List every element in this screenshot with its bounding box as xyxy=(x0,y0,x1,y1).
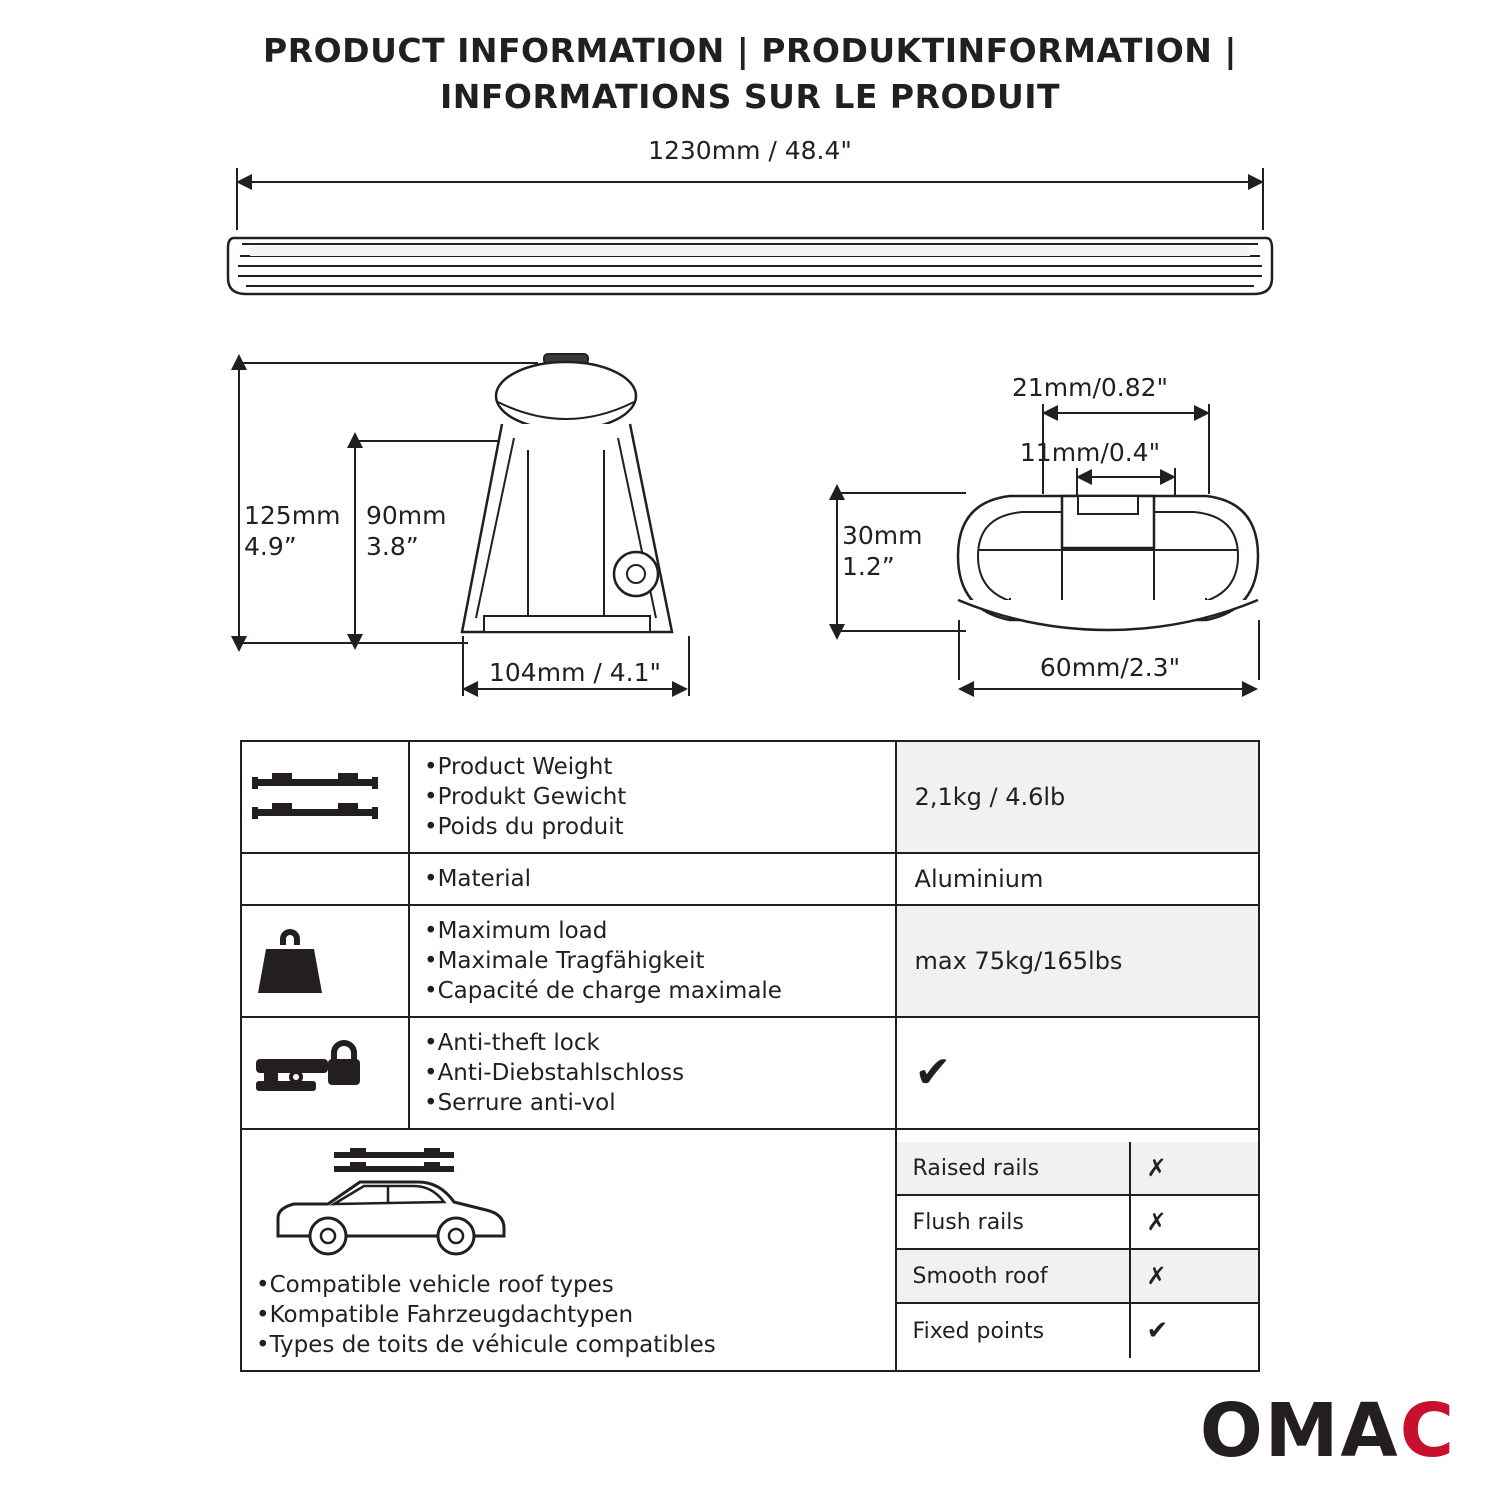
foot-height-total-line xyxy=(238,362,240,644)
roof-type-name: Raised rails xyxy=(897,1142,1130,1195)
profile-height-line xyxy=(836,492,838,632)
foot-height-total-label: 125mm 4.9” xyxy=(244,501,341,561)
roof-type-mark: ✔ xyxy=(1130,1303,1258,1358)
maxload-value: max 75kg/165lbs xyxy=(896,905,1259,1017)
profile-height-tick-top xyxy=(836,492,966,494)
roof-type-row xyxy=(897,1249,1258,1303)
foot-height-inner-line xyxy=(354,440,356,642)
page-title-line2: INFORMATIONS SUR LE PRODUIT xyxy=(439,77,1061,116)
car-with-rack-icon xyxy=(242,1130,895,1264)
roof-type-name: Smooth roof xyxy=(897,1249,1130,1303)
page-title-line1: PRODUCT INFORMATION | PRODUKTINFORMATION | xyxy=(263,31,1237,70)
roof-type-mark: ✗ xyxy=(1130,1142,1258,1195)
profile-topslot-line xyxy=(1058,412,1194,414)
roof-types-label-cell xyxy=(241,1129,896,1371)
foot-height-inner-label: 90mm 3.8” xyxy=(366,501,447,561)
profile-width-line xyxy=(974,688,1242,690)
table-row xyxy=(241,853,1259,905)
foot-width-label: 104mm / 4.1" xyxy=(489,658,661,687)
lock-icon xyxy=(241,1017,409,1129)
crossbars-icon xyxy=(241,741,409,853)
lock-labels: •Anti-theft lock •Anti-Diebstahlschloss •Serrure anti-vol xyxy=(409,1017,896,1129)
roof-type-mark: ✗ xyxy=(1130,1195,1258,1249)
roof-types-matrix xyxy=(896,1129,1259,1371)
profile-width-label: 60mm/2.3" xyxy=(1039,653,1181,682)
lock-check-mark: ✔ xyxy=(914,1047,952,1098)
omac-logo xyxy=(1200,1388,1456,1474)
foot-front-view xyxy=(440,350,700,650)
maxload-labels: •Maximum load •Maximale Tragfähigkeit •Capacité de charge maximale xyxy=(409,905,896,1017)
material-icon-placeholder xyxy=(241,853,409,905)
profile-height-label: 30mm 1.2” xyxy=(842,521,923,581)
foot-height-inner-arrow-down xyxy=(347,634,363,650)
weight-labels: •Product Weight •Produkt Gewicht •Poids du produit xyxy=(409,741,896,853)
lock-value xyxy=(896,1017,1259,1129)
logo-text-primary: OMA xyxy=(1199,1388,1400,1474)
material-labels: •Material xyxy=(409,853,896,905)
length-arrow-left xyxy=(236,174,252,190)
table-row xyxy=(241,905,1259,1017)
profile-innerslot-label: 11mm/0.4" xyxy=(1019,438,1161,467)
roof-type-name: Flush rails xyxy=(897,1195,1130,1249)
profile-topslot-label: 21mm/0.82" xyxy=(1011,373,1169,402)
length-arrow-line xyxy=(252,181,1248,183)
material-value: Aluminium xyxy=(896,853,1259,905)
page-title xyxy=(0,28,1500,120)
weight-value: 2,1kg / 4.6lb xyxy=(896,741,1259,853)
crossbar-side-view xyxy=(220,216,1280,306)
roof-type-row xyxy=(897,1142,1258,1195)
foot-width-line xyxy=(478,688,672,690)
profile-topslot-arrow-left xyxy=(1042,405,1058,421)
roof-type-mark: ✗ xyxy=(1130,1249,1258,1303)
roof-type-row xyxy=(897,1195,1258,1249)
foot-height-total-arrow-down xyxy=(231,636,247,652)
table-row xyxy=(241,1017,1259,1129)
table-row xyxy=(241,1129,1259,1371)
logo-text-accent: C xyxy=(1399,1388,1456,1474)
profile-height-tick-bottom xyxy=(836,630,966,632)
roof-types-labels: •Compatible vehicle roof types •Kompatible Fahrzeugdachtypen •Types de toits de véhicule compatibles xyxy=(256,1272,716,1358)
length-dimension-label: 1230mm / 48.4" xyxy=(648,136,852,165)
roof-type-name: Fixed points xyxy=(897,1303,1130,1358)
profile-width-arrow-right xyxy=(1242,681,1258,697)
roof-type-row xyxy=(897,1303,1258,1358)
profile-innerslot-line xyxy=(1092,476,1160,478)
profile-width-arrow-left xyxy=(958,681,974,697)
spec-table xyxy=(240,740,1260,1372)
crossbar-cross-section xyxy=(950,480,1270,640)
profile-height-arrow-down xyxy=(829,624,845,640)
table-row xyxy=(241,741,1259,853)
weight-icon xyxy=(241,905,409,1017)
